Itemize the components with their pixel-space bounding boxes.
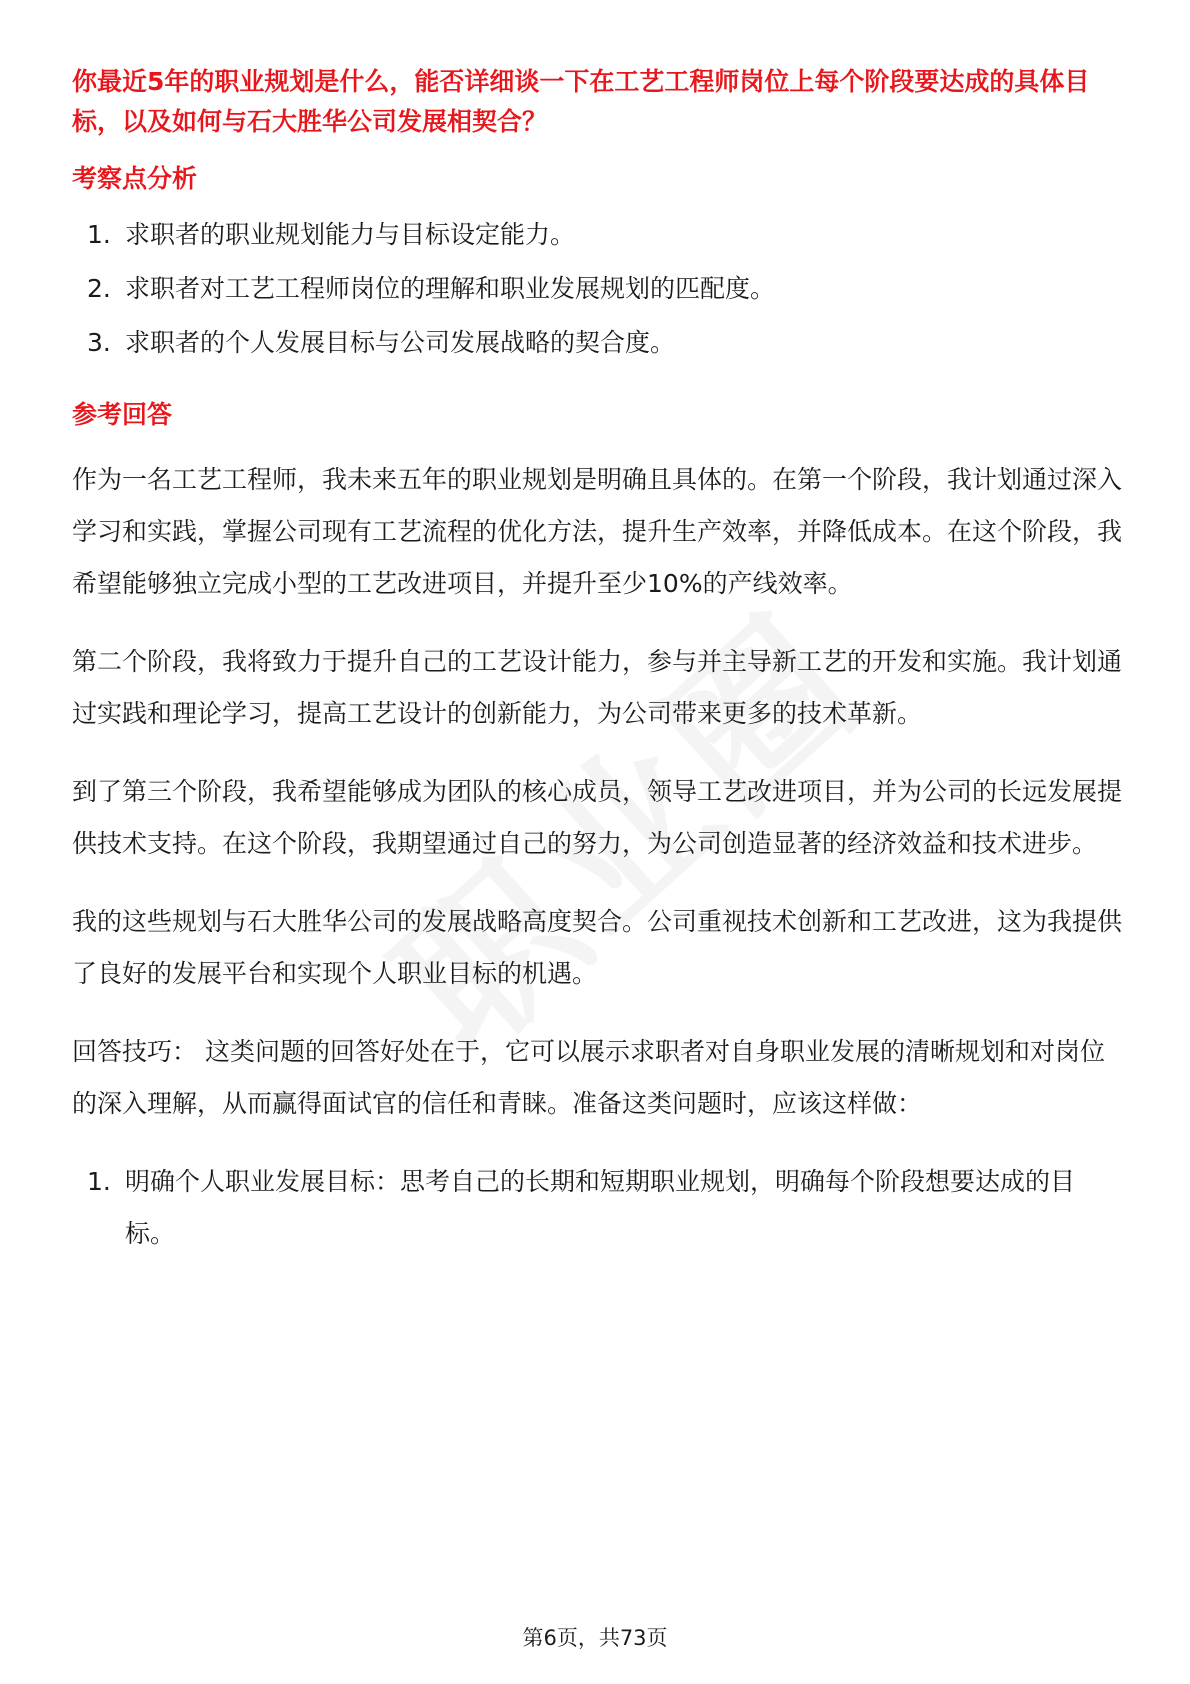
answer-paragraph: 作为一名工艺工程师，我未来五年的职业规划是明确且具体的。在第一个阶段，我计划通过深入学习和实践，掌握公司现有工艺流程的优化方法，提升生产效率，并降低成本。在这个阶段，我希望能够独立完成小型的工艺改进项目，并提升至少10%的产线效率。 (72, 465, 1123, 598)
analysis-item-text: 求职者的职业规划能力与目标设定能力。 (125, 220, 576, 249)
tips-item (72, 1156, 1122, 1260)
tips-item-number: 1. (87, 1167, 111, 1196)
answer-tips-paragraph: 回答技巧： 这类问题的回答好处在于，它可以展示求职者对自身职业发展的清晰规划和对岗位的深入理解，从而赢得面试官的信任和青睐。准备这类问题时，应该这样做： (72, 1037, 1105, 1118)
analysis-item-number: 1. (87, 220, 111, 249)
analysis-item-number: 2. (87, 274, 111, 303)
answer-title: 参考回答 (72, 400, 173, 429)
analysis-item (72, 324, 1122, 362)
answer-paragraph: 第二个阶段，我将致力于提升自己的工艺设计能力，参与并主导新工艺的开发和实施。我计划通过实践和理论学习，提高工艺设计的创新能力，为公司带来更多的技术革新。 (72, 647, 1123, 728)
analysis-item-number: 3. (87, 328, 111, 357)
page-footer: 第6页，共73页 (522, 1626, 668, 1650)
page-content (72, 62, 1122, 1260)
analysis-list (72, 216, 1122, 362)
analysis-item-text: 求职者的个人发展目标与公司发展战略的契合度。 (125, 328, 676, 357)
analysis-title: 考察点分析 (72, 164, 198, 193)
analysis-item-text: 求职者对工艺工程师岗位的理解和职业发展规划的匹配度。 (125, 274, 776, 303)
answer-paragraph: 到了第三个阶段，我希望能够成为团队的核心成员，领导工艺改进项目，并为公司的长远发展提供技术支持。在这个阶段，我期望通过自己的努力，为公司创造显著的经济效益和技术进步。 (72, 777, 1123, 858)
tips-list (72, 1156, 1122, 1260)
answer-paragraph: 我的这些规划与石大胜华公司的发展战略高度契合。公司重视技术创新和工艺改进，这为我提供了良好的发展平台和实现个人职业目标的机遇。 (72, 907, 1123, 988)
analysis-item (72, 270, 1122, 308)
tips-item-text: 明确个人职业发展目标：思考自己的长期和短期职业规划，明确每个阶段想要达成的目标。 (125, 1167, 1076, 1248)
question-heading: 你最近5年的职业规划是什么，能否详细谈一下在工艺工程师岗位上每个阶段要达成的具体目标，以及如何与石大胜华公司发展相契合？ (72, 67, 1090, 136)
analysis-item (72, 216, 1122, 254)
